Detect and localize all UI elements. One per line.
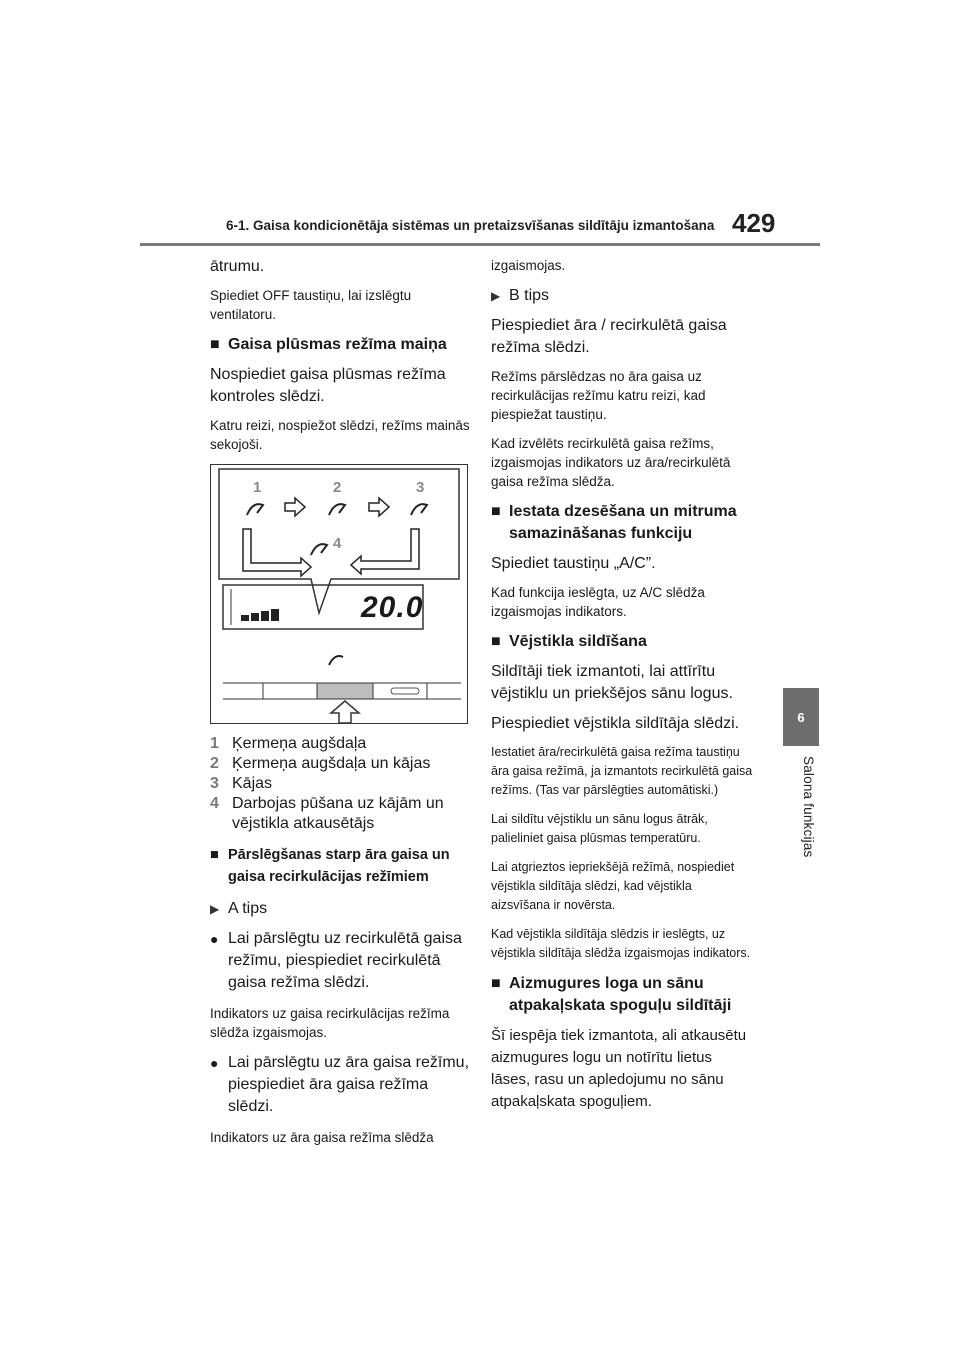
airflow-feet-icon (411, 504, 427, 515)
left-column (210, 256, 472, 1157)
paragraph: Režīms pārslēdzas no āra gaisa uz recirkulācijas režīmu katru reizi, kad piespiežat taustiņu. (491, 369, 706, 422)
airflow-modes-list (210, 734, 472, 834)
paragraph: ātrumu. (210, 258, 265, 275)
paragraph: Šī iespēja tiek izmantota, ali atkausētu aizmugures logu un notīrītu lietus lāses, rasu un apledojumu no sānu atpakaļskata spoguļiem. (491, 1027, 747, 1110)
list-item: 1 Ķermeņa augšdaļa (210, 735, 367, 752)
paragraph: Lai sildītu vējstiklu un sānu logus ātrāk, palieliniet gaisa plūsmas temperatūru. (491, 812, 708, 845)
airflow-diagram (211, 465, 467, 723)
mode-icon (329, 656, 343, 665)
tip-label: ▶ B tips (491, 287, 550, 304)
paragraph: Nospiediet gaisa plūsmas režīma kontroles slēdzi. (210, 366, 446, 405)
airflow-upper-icon (247, 504, 263, 515)
paragraph: Kad vējstikla sildītāja slēdzis ir ieslēgts, uz vējstikla sildītāja slēdža izgaismojas indikators. (491, 927, 751, 960)
section-heading: ■ Vējstikla sildīšana (491, 633, 647, 650)
temperature-display: 20.0 (361, 591, 424, 624)
paragraph: Iestatiet āra/recirkulētā gaisa režīma taustiņu āra gaisa režīmā, ja izmantots recirkulētā gaisa režīms. (Tas var pārslēgties automātiski.) (491, 745, 753, 797)
figure-label: 3 (416, 479, 425, 496)
paragraph: Katru reizi, nospiežot slēdzi, režīms mainās sekojoši. (210, 418, 470, 452)
press-arrow-icon (331, 701, 359, 723)
airflow-defrost-feet-icon (311, 544, 327, 555)
paragraph: Spiediet OFF taustiņu, lai izslēgtu ventilatoru. (210, 288, 412, 322)
airflow-bilevel-icon (329, 504, 345, 515)
paragraph: Spiediet taustiņu „A/C”. (491, 555, 656, 572)
list-item: 4 Darbojas pūšana uz kājām un vējstikla atkausētājs (210, 795, 444, 832)
section-heading: ■ Iestata dzesēšana un mitruma samazināšanas funkciju (491, 503, 737, 542)
bullet-item: ● Lai pārslēgtu uz recirkulētā gaisa režīmu, piespiediet recirkulētā gaisa režīma slēdzi. (210, 930, 462, 991)
section-heading: ■ Gaisa plūsmas režīma maiņa (210, 336, 447, 353)
chapter-label: Salona funkcijas (801, 756, 816, 858)
running-header: 6-1. Gaisa kondicionētāja sistēmas un pretaizsvīšanas sildītāju izmantošana (226, 218, 715, 233)
figure-label: 2 (333, 479, 342, 496)
paragraph: Indikators uz āra gaisa režīma slēdža (210, 1130, 434, 1145)
paragraph: Kad funkcija ieslēgta, uz A/C slēdža izgaismojas indikators. (491, 585, 705, 619)
airflow-mode-figure (210, 464, 468, 724)
paragraph: Piespiediet vējstikla sildītāja slēdzi. (491, 715, 740, 732)
section-heading: ■ Pārslēgšanas starp āra gaisa un gaisa recirkulācijas režīmiem (210, 847, 450, 885)
chapter-number: 6 (797, 709, 805, 725)
paragraph: Indikators uz gaisa recirkulācijas režīma slēdža izgaismojas. (210, 1006, 450, 1040)
header-rule (140, 243, 820, 246)
paragraph: Sildītāji tiek izmantoti, lai attīrītu vējstiklu un priekšējos sānu logus. (491, 663, 733, 702)
paragraph: Kad izvēlēts recirkulētā gaisa režīms, izgaismojas indikators uz āra/recirkulētā gaisa režīma slēdža. (491, 436, 731, 489)
list-item: 3 Kājas (210, 775, 273, 792)
bullet-item: ● Lai pārslēgtu uz āra gaisa režīmu, piespiediet āra gaisa režīma slēdzi. (210, 1054, 470, 1115)
airflow-mode-button (317, 683, 373, 699)
paragraph: izgaismojas. (491, 258, 566, 273)
chapter-tab (783, 688, 819, 746)
figure-label: 1 (253, 479, 262, 496)
list-item: 2 Ķermeņa augšdaļa un kājas (210, 755, 431, 772)
tip-label: ▶ A tips (210, 900, 268, 917)
section-heading: ■ Aizmugures loga un sānu atpakaļskata spoguļu sildītāji (491, 975, 732, 1014)
right-column (491, 256, 753, 1121)
paragraph: Lai atgrieztos iepriekšējā režīmā, nospiediet vējstikla sildītāja slēdzi, kad vējstikla aizsvīšana ir novērsta. (491, 860, 735, 912)
figure-label: 4 (333, 535, 342, 552)
page-number: 429 (732, 208, 776, 238)
paragraph: Piespiediet āra / recirkulētā gaisa režīma slēdzi. (491, 317, 727, 356)
